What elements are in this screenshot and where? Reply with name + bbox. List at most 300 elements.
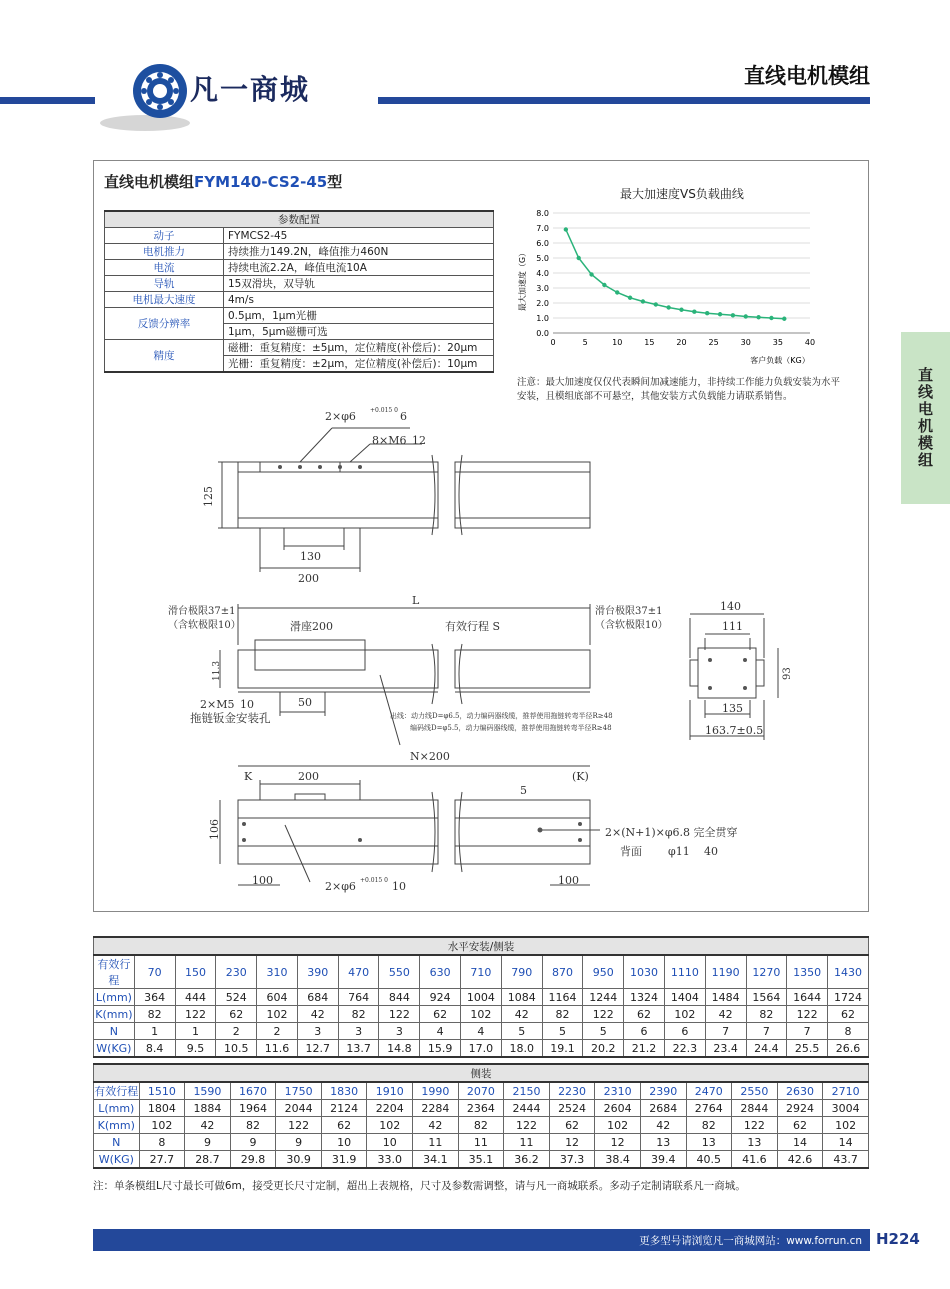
table-cell: 2604 (595, 1100, 641, 1117)
table-cell: 2924 (777, 1100, 823, 1117)
table-caption: 侧装 (94, 1064, 869, 1082)
table-cell: 2630 (777, 1082, 823, 1100)
chart-x-tick: 25 (708, 338, 719, 347)
table-cell: 1670 (230, 1082, 276, 1100)
table-cell: 9 (276, 1134, 322, 1151)
table-cell: 390 (297, 955, 338, 989)
table-cell: 844 (379, 989, 420, 1006)
table-cell: 1030 (624, 955, 665, 989)
table-cell: 39.4 (640, 1151, 686, 1169)
table-cell: 21.2 (624, 1040, 665, 1058)
drag-chain-label: 拖链钣金安装孔 (190, 711, 271, 725)
table-cell: 1270 (746, 955, 787, 989)
model-title (104, 171, 342, 192)
table-cell: 122 (175, 1006, 216, 1023)
side-tab: 直线电机模组 (901, 332, 950, 504)
chart-x-label: 客户负载（KG） (750, 356, 810, 365)
param-row (105, 340, 494, 356)
acceleration-chart (515, 205, 845, 370)
param-value: 1μm，5μm磁栅可选 (224, 324, 494, 340)
chart-points (564, 227, 787, 321)
table-cell: 444 (175, 989, 216, 1006)
table-cell: 7 (746, 1023, 787, 1040)
dim-50: 50 (298, 696, 312, 709)
dim-5: 5 (520, 784, 527, 797)
chart-point (756, 315, 760, 319)
table-cell: 524 (216, 989, 257, 1006)
param-row (105, 244, 494, 260)
table-cell: 42 (640, 1117, 686, 1134)
dim-bottom-tol: +0.015 0 (360, 877, 388, 884)
dim-top-holes: 2×φ6 (325, 410, 356, 423)
chart-y-tick: 3.0 (536, 284, 549, 293)
table-cell: 470 (338, 955, 379, 989)
table-cell: 18.0 (501, 1040, 542, 1058)
chart-point (564, 227, 568, 231)
table-cell: 22.3 (664, 1040, 705, 1058)
table-cell: 3004 (823, 1100, 869, 1117)
table-cell: 13 (640, 1134, 686, 1151)
chart-point (589, 272, 593, 276)
table-cell: 1644 (787, 989, 828, 1006)
table-cell: 30.9 (276, 1151, 322, 1169)
chart-y-tick: 7.0 (536, 224, 549, 233)
chart-point (679, 308, 683, 312)
chart-point (731, 313, 735, 317)
table-cell: 710 (461, 955, 502, 989)
chart-y-tick: 0.0 (536, 329, 549, 338)
limit-right-2: （含软极限10） (595, 620, 668, 631)
table-cell: 12 (595, 1134, 641, 1151)
table-cell: 11 (413, 1134, 459, 1151)
chart-point (577, 256, 581, 260)
table-cell: 1 (175, 1023, 216, 1040)
table-cell: 42 (297, 1006, 338, 1023)
chart-x-ticks (550, 338, 815, 347)
table-cell: 36.2 (504, 1151, 550, 1169)
param-row (105, 292, 494, 308)
table-cell: 40.5 (686, 1151, 732, 1169)
dim-m5: 2×M5 (200, 698, 235, 711)
table-cell: 28.7 (185, 1151, 231, 1169)
param-key: 精度 (105, 340, 224, 373)
row-label: K(mm) (95, 1007, 133, 1021)
table-cell: 1990 (413, 1082, 459, 1100)
param-value: 光栅：重复精度：±2μm，定位精度(补偿后)：10μm (224, 356, 494, 373)
table-cell: 8.4 (134, 1040, 175, 1058)
model-code: FYM140-CS2-45 (194, 173, 328, 191)
chart-y-tick: 8.0 (536, 209, 549, 218)
table-cell: 2764 (686, 1100, 732, 1117)
model-title-suffix: 型 (327, 173, 343, 191)
param-row (105, 228, 494, 244)
dim-100b: 100 (558, 874, 579, 887)
table-cell: 34.1 (413, 1151, 459, 1169)
slide-label: 滑座200 (290, 620, 333, 633)
table-cell: 13.7 (338, 1040, 379, 1058)
table-cell: 10 (321, 1134, 367, 1151)
table-cell: 82 (230, 1117, 276, 1134)
table-cell: 31.9 (321, 1151, 367, 1169)
table-cell: 82 (686, 1117, 732, 1134)
row-label: W(KG) (94, 1151, 140, 1169)
table-cell: 2150 (504, 1082, 550, 1100)
stroke-label: 有效行程 S (445, 620, 501, 633)
table-cell: 62 (828, 1006, 869, 1023)
logo-text: 凡一商城 (190, 73, 311, 106)
table-caption: 水平安装/侧装 (94, 937, 869, 955)
table-cell: 8 (828, 1023, 869, 1040)
table-cell: 29.8 (230, 1151, 276, 1169)
table-cell: 150 (175, 955, 216, 989)
table-cell: 6 (664, 1023, 705, 1040)
chart-x-tick: 10 (612, 338, 623, 347)
dim-11-3: 11.3 (212, 660, 222, 681)
table-cell: 1430 (828, 955, 869, 989)
table-cell: 33.0 (367, 1151, 413, 1169)
dim-k: K (244, 770, 253, 783)
table-cell: 2684 (640, 1100, 686, 1117)
param-table (104, 210, 494, 373)
table-cell: 630 (420, 955, 461, 989)
dim-bottom-depth: 10 (392, 880, 406, 893)
chart-x-tick: 35 (772, 338, 783, 347)
table-cell: 790 (501, 955, 542, 989)
table-cell: 27.7 (139, 1151, 185, 1169)
dim-through-holes: 2×(N+1)×φ6.8 完全贯穿 (605, 826, 738, 839)
table-cell: 3 (297, 1023, 338, 1040)
header-bar-left (0, 97, 95, 104)
table-cell: 14 (823, 1134, 869, 1151)
dim-130: 130 (300, 550, 321, 563)
chart-y-label: 最大加速度（G） (518, 248, 527, 312)
category-title: 直线电机模组 (744, 64, 870, 88)
table-cell: 42 (705, 1006, 746, 1023)
dim-m6-depth: 12 (412, 434, 426, 447)
chart-x-tick: 5 (582, 338, 588, 347)
param-value: 15双滑块，双导轨 (224, 276, 494, 292)
table-row (94, 1100, 869, 1117)
table-cell: 7 (787, 1023, 828, 1040)
dim-93: 93 (782, 667, 793, 680)
table-cell: 12 (549, 1134, 595, 1151)
chart-point (615, 290, 619, 294)
table-cell: 102 (664, 1006, 705, 1023)
param-key: 电机推力 (105, 244, 224, 260)
table-row (94, 1134, 869, 1151)
table-cell: 122 (504, 1117, 550, 1134)
chart-point (602, 283, 606, 287)
table-cell: 1110 (664, 955, 705, 989)
chart-point (769, 316, 773, 320)
table-row (94, 989, 869, 1006)
table-cell: 1164 (542, 989, 583, 1006)
table-cell: 2524 (549, 1100, 595, 1117)
table-cell: 2550 (732, 1082, 778, 1100)
dim-106: 106 (208, 819, 221, 840)
table-cell: 25.5 (787, 1040, 828, 1058)
table-row (94, 1006, 869, 1023)
table-cell: 2710 (823, 1082, 869, 1100)
dim-k-paren: (K) (572, 770, 589, 783)
table-row (94, 1151, 869, 1169)
param-value: 磁栅：重复精度：±5μm，定位精度(补偿后)：20μm (224, 340, 494, 356)
table-cell: 2444 (504, 1100, 550, 1117)
table-cell: 10 (367, 1134, 413, 1151)
chart-point (692, 310, 696, 314)
table-cell: 10.5 (216, 1040, 257, 1058)
table-cell: 62 (549, 1117, 595, 1134)
chart-point (641, 299, 645, 303)
table-cell: 102 (139, 1117, 185, 1134)
table-cell: 5 (583, 1023, 624, 1040)
table-cell: 82 (542, 1006, 583, 1023)
dim-125: 125 (202, 486, 215, 507)
dim-111: 111 (722, 620, 743, 633)
dim-m5-depth: 10 (240, 698, 254, 711)
table-cell: 42 (501, 1006, 542, 1023)
table-cell: 2124 (321, 1100, 367, 1117)
param-key: 电流 (105, 260, 224, 276)
technical-drawing (160, 400, 793, 900)
table-cell: 23.4 (705, 1040, 746, 1058)
table-cell: 8 (139, 1134, 185, 1151)
table-cell: 62 (777, 1117, 823, 1134)
dim-n-200: N×200 (410, 750, 450, 763)
table-cell: 1244 (583, 989, 624, 1006)
table-cell: 1964 (230, 1100, 276, 1117)
table-cell: 1910 (367, 1082, 413, 1100)
row-label: L(mm) (94, 1100, 140, 1117)
table-cell: 17.0 (461, 1040, 502, 1058)
row-label: N (94, 1023, 135, 1040)
table-cell: 11 (504, 1134, 550, 1151)
table-cell: 1564 (746, 989, 787, 1006)
chart-y-tick: 6.0 (536, 239, 549, 248)
dim-163-7: 163.7±0.5 (705, 724, 764, 737)
page-number: H224 (876, 1230, 920, 1248)
table-cell: 230 (216, 955, 257, 989)
chart-point (744, 314, 748, 318)
table-cell: 9 (230, 1134, 276, 1151)
logo-bearing-icon (98, 55, 193, 135)
table-cell: 38.4 (595, 1151, 641, 1169)
table-cell: 2044 (276, 1100, 322, 1117)
table-cell: 12.7 (297, 1040, 338, 1058)
cable-note-2: 编码线D=φ5.5，动力编码器线缆，推荐使用拖链转弯半径R≥48 (410, 724, 612, 732)
table-cell: 122 (732, 1117, 778, 1134)
table-cell: 41.6 (732, 1151, 778, 1169)
chart-x-tick: 30 (740, 338, 751, 347)
param-value: 0.5μm，1μm光栅 (224, 308, 494, 324)
dim-back-counterbore: φ11 (668, 845, 690, 858)
chart-point (666, 305, 670, 309)
chart-y-tick: 4.0 (536, 269, 549, 278)
param-value: 4m/s (224, 292, 494, 308)
limit-left-1: 滑台极限37±1 (168, 606, 236, 617)
param-row (105, 276, 494, 292)
table-cell: 102 (257, 1006, 298, 1023)
table-cell: 42 (413, 1117, 459, 1134)
chart-y-tick: 2.0 (536, 299, 549, 308)
table-cell: 82 (134, 1006, 175, 1023)
row-label: N (94, 1134, 140, 1151)
dim-top-holes-depth: 6 (400, 410, 407, 423)
chart-note: 注意：最大加速度仅仅代表瞬间加减速能力，非持续工作能力负载安装为水平安装，且模组底部不可悬空，其他安装方式负载能力请联系销售。 (517, 377, 841, 402)
chart-y-tick: 1.0 (536, 314, 549, 323)
table-cell: 62 (216, 1006, 257, 1023)
limit-right-1: 滑台极限37±1 (595, 606, 663, 617)
table-cell: 82 (458, 1117, 504, 1134)
table-cell: 14.8 (379, 1040, 420, 1058)
table-cell: 1 (134, 1023, 175, 1040)
table-cell: 9 (185, 1134, 231, 1151)
table-cell: 364 (134, 989, 175, 1006)
table-cell: 15.9 (420, 1040, 461, 1058)
param-key: 动子 (105, 228, 224, 244)
chart-point (705, 311, 709, 315)
dim-200b: 200 (298, 770, 319, 783)
table-cell: 82 (746, 1006, 787, 1023)
spec-table-horizontal (93, 936, 869, 1058)
param-key: 导轨 (105, 276, 224, 292)
table-cell: 1590 (185, 1082, 231, 1100)
table-cell: 70 (134, 955, 175, 989)
table-cell: 102 (595, 1117, 641, 1134)
chart-point (654, 302, 658, 306)
table-cell: 604 (257, 989, 298, 1006)
param-row (105, 260, 494, 276)
table-cell: 20.2 (583, 1040, 624, 1058)
header-bar-right (378, 97, 870, 104)
table-cell: 1804 (139, 1100, 185, 1117)
chart-point (628, 296, 632, 300)
table-cell: 4 (461, 1023, 502, 1040)
table-cell: 2390 (640, 1082, 686, 1100)
table-cell: 9.5 (175, 1040, 216, 1058)
table-cell: 3 (338, 1023, 379, 1040)
footnote: 注：单条模组L尺寸最长可做6m，接受更长尺寸定制，超出上表规格，尺寸及参数需调整，请与凡一商城联系。多动子定制请联系凡一商城。 (93, 1180, 746, 1192)
param-header: 参数配置 (105, 211, 494, 228)
table-cell: 102 (461, 1006, 502, 1023)
table-cell: 102 (823, 1117, 869, 1134)
table-cell: 3 (379, 1023, 420, 1040)
chart-point (718, 312, 722, 316)
table-cell: 950 (583, 955, 624, 989)
param-value: 持续推力149.2N，峰值推力460N (224, 244, 494, 260)
table-cell: 1084 (501, 989, 542, 1006)
table-row (94, 1023, 869, 1040)
table-cell: 7 (705, 1023, 746, 1040)
dim-m6: 8×M6 (372, 434, 407, 447)
row-label: W(KG) (94, 1040, 135, 1058)
chart-y-tick: 5.0 (536, 254, 549, 263)
table-cell: 1510 (139, 1082, 185, 1100)
table-cell: 1484 (705, 989, 746, 1006)
cable-note-1: 出线：动力线D=φ6.5，动力编码器线缆，推荐使用拖链转弯半径R≥48 (390, 712, 613, 720)
table-cell: 62 (420, 1006, 461, 1023)
table-cell: 35.1 (458, 1151, 504, 1169)
table-cell: 870 (542, 955, 583, 989)
table-row (94, 1082, 869, 1100)
table-cell: 684 (297, 989, 338, 1006)
table-cell: 62 (624, 1006, 665, 1023)
table-cell: 37.3 (549, 1151, 595, 1169)
row-label: K(mm) (94, 1117, 140, 1134)
table-cell: 42.6 (777, 1151, 823, 1169)
table-cell: 11 (458, 1134, 504, 1151)
table-cell: 26.6 (828, 1040, 869, 1058)
table-cell: 310 (257, 955, 298, 989)
table-cell: 1190 (705, 955, 746, 989)
table-cell: 62 (321, 1117, 367, 1134)
table-row (94, 955, 869, 989)
table-cell: 11.6 (257, 1040, 298, 1058)
limit-left-2: （含软极限10） (168, 620, 241, 631)
table-cell: 1830 (321, 1082, 367, 1100)
dim-bottom-holes: 2×φ6 (325, 880, 356, 893)
table-cell: 1884 (185, 1100, 231, 1117)
table-cell: 2470 (686, 1082, 732, 1100)
table-cell: 2204 (367, 1100, 413, 1117)
table-cell: 122 (787, 1006, 828, 1023)
dim-back-depth: 40 (704, 845, 718, 858)
table-cell: 6 (624, 1023, 665, 1040)
dim-L: L (412, 594, 420, 607)
table-cell: 2230 (549, 1082, 595, 1100)
table-cell: 1750 (276, 1082, 322, 1100)
table-cell: 1004 (461, 989, 502, 1006)
table-cell: 2070 (458, 1082, 504, 1100)
param-key: 电机最大速度 (105, 292, 224, 308)
param-value: FYMCS2-45 (224, 228, 494, 244)
table-cell: 1724 (828, 989, 869, 1006)
table-cell: 2 (257, 1023, 298, 1040)
table-cell: 5 (542, 1023, 583, 1040)
table-cell: 42 (185, 1117, 231, 1134)
table-cell: 13 (732, 1134, 778, 1151)
table-cell: 102 (367, 1117, 413, 1134)
table-cell: 82 (338, 1006, 379, 1023)
chart-x-tick: 15 (644, 338, 655, 347)
row-label: 有效行程 (94, 1082, 140, 1100)
spec-table-side (93, 1063, 869, 1169)
table-cell: 122 (379, 1006, 420, 1023)
table-cell: 4 (420, 1023, 461, 1040)
chart-x-tick: 40 (804, 338, 816, 347)
model-title-prefix: 直线电机模组 (104, 173, 195, 191)
dim-back: 背面 (620, 845, 642, 858)
table-cell: 2 (216, 1023, 257, 1040)
table-cell: 764 (338, 989, 379, 1006)
dim-top-holes-tol: +0.015 0 (370, 407, 398, 414)
dim-135: 135 (722, 702, 743, 715)
table-cell: 13 (686, 1134, 732, 1151)
table-cell: 2284 (413, 1100, 459, 1117)
table-row (94, 1040, 869, 1058)
chart-point (782, 317, 786, 321)
table-cell: 19.1 (542, 1040, 583, 1058)
dim-140: 140 (720, 600, 741, 613)
footer-website: 更多型号请浏览凡一商城网站：www.forrun.cn (639, 1235, 862, 1247)
chart-x-tick: 0 (550, 338, 556, 347)
table-cell: 24.4 (746, 1040, 787, 1058)
table-cell: 924 (420, 989, 461, 1006)
table-cell: 1350 (787, 955, 828, 989)
table-cell: 1404 (664, 989, 705, 1006)
table-cell: 2310 (595, 1082, 641, 1100)
chart-title: 最大加速度VS负载曲线 (620, 187, 744, 201)
